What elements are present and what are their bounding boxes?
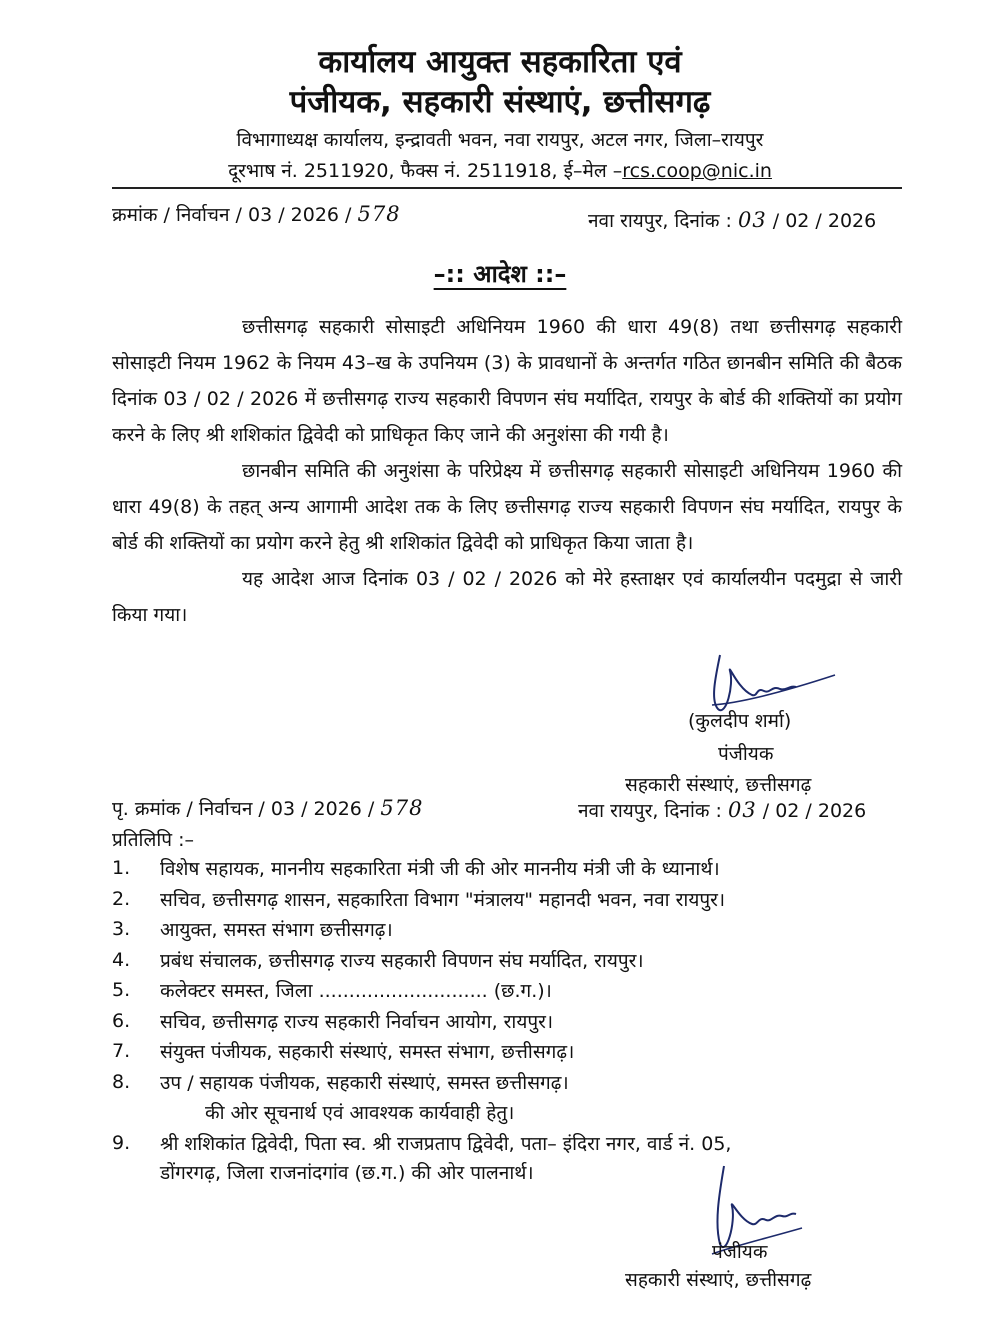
header-contact [0, 157, 1000, 183]
copy-item: उप / सहायक पंजीयक, सहकारी संस्थाएं, समस्त छत्तीसगढ़। [160, 1072, 569, 1094]
copy-item: श्री शशिकांत द्विवेदी, पिता स्व. श्री राजप्रताप द्विवेदी, पता– इंदिरा नगर, वार्ड नं. 05, [160, 1133, 732, 1155]
copy-number: 9. [112, 1132, 131, 1154]
order-date-suffix: / 02 / 2026 [772, 210, 877, 232]
signatory-office: सहकारी संस्थाएं, छत्तीसगढ़ [625, 774, 812, 796]
endorsement-date [578, 797, 866, 823]
order-date-handwritten: 03 [737, 208, 767, 232]
endorsement-number [112, 795, 423, 821]
copy-item-continued: डोंगरगढ़, जिला राजनांदगांव (छ.ग.) की ओर पालनार्थ। [160, 1162, 534, 1184]
signatory-2-office: सहकारी संस्थाएं, छत्तीसगढ़ [625, 1269, 812, 1291]
endorsement-date-suffix: / 02 / 2026 [762, 800, 867, 822]
copy-number: 1. [112, 857, 131, 879]
copy-item: संयुक्त पंजीयक, सहकारी संस्थाएं, समस्त संभाग, छत्तीसगढ़। [160, 1041, 575, 1063]
order-number-handwritten: 578 [357, 202, 401, 226]
body-paragraph-3: यह आदेश आज दिनांक 03 / 02 / 2026 को मेरे हस्ताक्षर एवं कार्यालयीन पदमुद्रा से जारी किया गया। [112, 568, 902, 626]
order-date-text: नवा रायपुर, दिनांक : [588, 210, 732, 232]
order-number-text: क्रमांक / निर्वाचन / 03 / 2026 / [112, 204, 352, 226]
copy-number: 4. [112, 949, 131, 971]
order-date [588, 207, 876, 233]
copy-number: 7. [112, 1040, 131, 1062]
order-title [0, 257, 1000, 290]
order-number [112, 201, 401, 227]
header-divider [112, 187, 902, 189]
header-line-1: कार्यालय आयुक्त सहकारिता एवं [318, 44, 682, 80]
email-link[interactable]: rcs.coop@nic.in [622, 160, 772, 182]
copy-item: सचिव, छत्तीसगढ़ शासन, सहकारिता विभाग "मंत्रालय" महानदी भवन, नवा रायपुर। [160, 889, 726, 911]
endorsement-date-text: नवा रायपुर, दिनांक : [578, 800, 722, 822]
copy-item: सचिव, छत्तीसगढ़ राज्य सहकारी निर्वाचन आयोग, रायपुर। [160, 1011, 554, 1033]
order-title-text: –:: आदेश ::– [433, 260, 567, 288]
copy-number: 6. [112, 1010, 131, 1032]
copy-number: 2. [112, 888, 131, 910]
copies-note: की ओर सूचनार्थ एवं आवश्यक कार्यवाही हेतु। [205, 1102, 515, 1124]
header-line-2: पंजीयक, सहकारी संस्थाएं, छत्तीसगढ़ [289, 84, 711, 120]
endorsement-date-handwritten: 03 [727, 798, 757, 822]
signatory-2-designation: पंजीयक [712, 1241, 768, 1263]
copy-number: 8. [112, 1071, 131, 1093]
endorsement-number-text: पृ. क्रमांक / निर्वाचन / 03 / 2026 / [112, 798, 375, 820]
copy-item: विशेष सहायक, माननीय सहकारिता मंत्री जी की ओर माननीय मंत्री जी के ध्यानार्थ। [160, 858, 720, 880]
copy-number: 5. [112, 979, 131, 1001]
copy-number: 3. [112, 918, 131, 940]
copy-label: प्रतिलिपि :– [112, 829, 195, 851]
signatory-name: (कुलदीप शर्मा) [688, 710, 792, 732]
body-paragraph-2: छानबीन समिति की अनुशंसा के परिप्रेक्ष्य में छत्तीसगढ़ सहकारी सोसाइटी अधिनियम 1960 की धारा 49(8) के तहत् अन्य आगामी आदेश तक के लिए छत्तीसगढ़ राज्य सहकारी विपणन संघ मर्यादित, रायपुर के बोर्ड की शक्तियों का प्रयोग करने हेतु श्री शशिकांत द्विवेदी को प्राधिकृत किया जाता है। [112, 460, 902, 554]
copy-item: कलेक्टर समस्त, जिला ............................ (छ.ग.)। [160, 980, 552, 1002]
signatory-designation: पंजीयक [718, 743, 774, 765]
copy-item: आयुक्त, समस्त संभाग छत्तीसगढ़। [160, 919, 393, 941]
order-body [112, 309, 902, 633]
endorsement-number-handwritten: 578 [380, 796, 424, 820]
copy-item: प्रबंध संचालक, छत्तीसगढ़ राज्य सहकारी विपणन संघ मर्यादित, रायपुर। [160, 950, 644, 972]
contact-text: दूरभाष नं. 2511920, फैक्स नं. 2511918, ई–मेल – [228, 160, 623, 182]
body-paragraph-1: छत्तीसगढ़ सहकारी सोसाइटी अधिनियम 1960 की धारा 49(8) तथा छत्तीसगढ़ सहकारी सोसाइटी नियम 1962 के नियम 43–ख के उपनियम (3) के प्रावधानों के अन्तर्गत गठित छानबीन समिति की बैठक दिनांक 03 / 02 / 2026 में छत्तीसगढ़ राज्य सहकारी विपणन संघ मर्यादित, रायपुर के बोर्ड की शक्तियों का प्रयोग करने के लिए श्री शशिकांत द्विवेदी को प्राधिकृत किए जाने की अनुशंसा की गयी है। [112, 316, 902, 446]
header-address: विभागाध्यक्ष कार्यालय, इन्द्रावती भवन, नवा रायपुर, अटल नगर, जिला–रायपुर [236, 129, 764, 151]
